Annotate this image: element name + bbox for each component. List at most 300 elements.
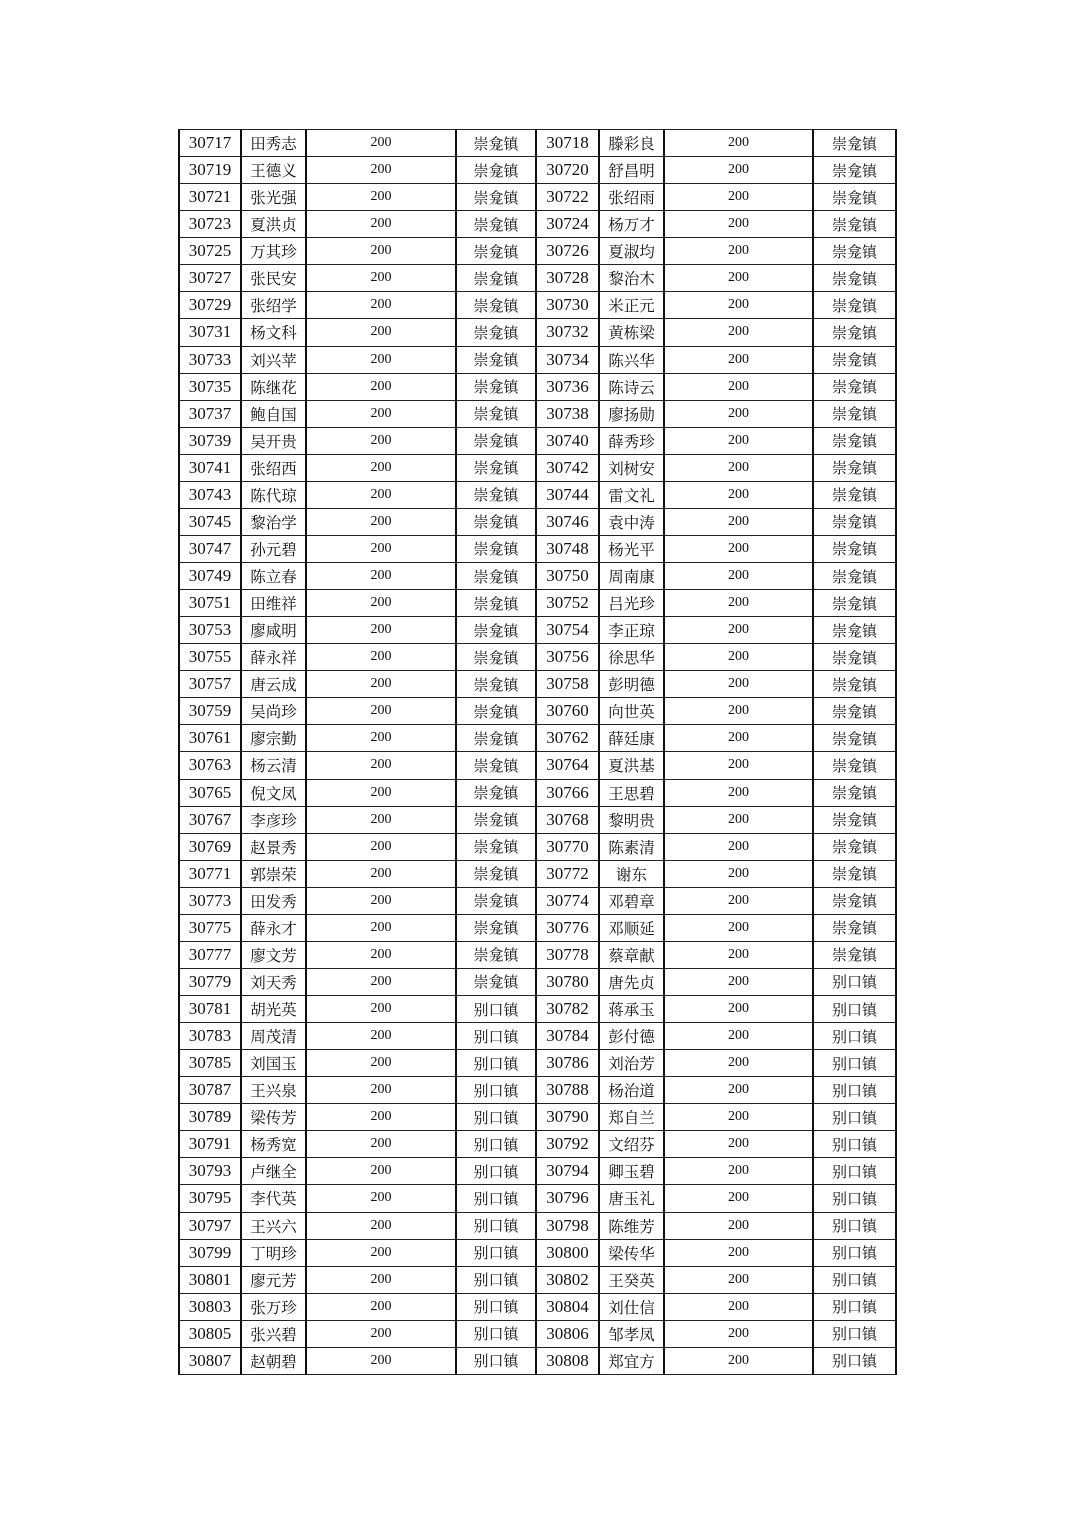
person-name-cell: 李正琼	[599, 617, 664, 644]
town-cell: 崇龛镇	[813, 779, 896, 806]
record-number-cell: 30762	[536, 725, 599, 752]
person-name-cell: 徐思华	[599, 644, 664, 671]
person-name-cell: 薛秀珍	[599, 427, 664, 454]
person-name-cell: 米正元	[599, 292, 664, 319]
record-number-cell: 30779	[179, 968, 241, 995]
person-name-cell: 卢继全	[241, 1158, 306, 1185]
table-row	[179, 590, 896, 617]
table-row	[179, 265, 896, 292]
amount-cell: 200	[664, 400, 813, 427]
record-number-cell: 30789	[179, 1104, 241, 1131]
amount-cell: 200	[306, 481, 456, 508]
person-name-cell: 邹孝凤	[599, 1320, 664, 1347]
record-number-cell: 30728	[536, 265, 599, 292]
town-cell: 别口镇	[813, 1131, 896, 1158]
town-cell: 别口镇	[456, 1185, 536, 1212]
record-number-cell: 30731	[179, 319, 241, 346]
record-number-cell: 30759	[179, 698, 241, 725]
person-name-cell: 丁明珍	[241, 1239, 306, 1266]
person-name-cell: 吕光珍	[599, 590, 664, 617]
table-row	[179, 1104, 896, 1131]
town-cell: 崇龛镇	[456, 400, 536, 427]
town-cell: 崇龛镇	[813, 319, 896, 346]
town-cell: 崇龛镇	[456, 130, 536, 157]
person-name-cell: 薛廷康	[599, 725, 664, 752]
person-name-cell: 卿玉碧	[599, 1158, 664, 1185]
table-row	[179, 1131, 896, 1158]
record-number-cell: 30771	[179, 860, 241, 887]
record-number-cell: 30738	[536, 400, 599, 427]
record-number-cell: 30761	[179, 725, 241, 752]
person-name-cell: 陈兴华	[599, 346, 664, 373]
town-cell: 崇龛镇	[813, 265, 896, 292]
person-name-cell: 杨文科	[241, 319, 306, 346]
town-cell: 别口镇	[813, 1347, 896, 1374]
table-row	[179, 968, 896, 995]
town-cell: 别口镇	[456, 1158, 536, 1185]
town-cell: 崇龛镇	[456, 941, 536, 968]
person-name-cell: 邓碧章	[599, 887, 664, 914]
amount-cell: 200	[306, 535, 456, 562]
record-number-cell: 30749	[179, 563, 241, 590]
person-name-cell: 鲍自国	[241, 400, 306, 427]
record-number-cell: 30793	[179, 1158, 241, 1185]
person-name-cell: 唐玉礼	[599, 1185, 664, 1212]
town-cell: 崇龛镇	[813, 833, 896, 860]
amount-cell: 200	[306, 130, 456, 157]
record-number-cell: 30747	[179, 535, 241, 562]
record-number-cell: 30780	[536, 968, 599, 995]
person-name-cell: 蒋承玉	[599, 996, 664, 1023]
person-name-cell: 王思碧	[599, 779, 664, 806]
amount-cell: 200	[306, 1104, 456, 1131]
town-cell: 崇龛镇	[456, 887, 536, 914]
amount-cell: 200	[306, 644, 456, 671]
town-cell: 崇龛镇	[813, 806, 896, 833]
town-cell: 别口镇	[813, 1185, 896, 1212]
amount-cell: 200	[664, 563, 813, 590]
person-name-cell: 黄栋梁	[599, 319, 664, 346]
table-row	[179, 563, 896, 590]
amount-cell: 200	[306, 941, 456, 968]
record-number-cell: 30742	[536, 454, 599, 481]
person-name-cell: 彭明德	[599, 671, 664, 698]
town-cell: 别口镇	[456, 1023, 536, 1050]
town-cell: 崇龛镇	[456, 535, 536, 562]
amount-cell: 200	[664, 1104, 813, 1131]
person-name-cell: 滕彩良	[599, 130, 664, 157]
town-cell: 崇龛镇	[456, 481, 536, 508]
record-number-cell: 30773	[179, 887, 241, 914]
person-name-cell: 孙元碧	[241, 535, 306, 562]
record-number-cell: 30775	[179, 914, 241, 941]
table-body	[179, 130, 896, 1375]
amount-cell: 200	[664, 454, 813, 481]
record-number-cell: 30788	[536, 1077, 599, 1104]
person-name-cell: 吴开贵	[241, 427, 306, 454]
town-cell: 别口镇	[456, 1077, 536, 1104]
person-name-cell: 刘树安	[599, 454, 664, 481]
town-cell: 别口镇	[813, 996, 896, 1023]
table-row	[179, 617, 896, 644]
town-cell: 别口镇	[813, 1104, 896, 1131]
amount-cell: 200	[664, 779, 813, 806]
table-row	[179, 292, 896, 319]
town-cell: 别口镇	[456, 1293, 536, 1320]
table-row	[179, 752, 896, 779]
amount-cell: 200	[306, 1077, 456, 1104]
record-number-cell: 30785	[179, 1050, 241, 1077]
record-number-cell: 30739	[179, 427, 241, 454]
amount-cell: 200	[664, 265, 813, 292]
town-cell: 崇龛镇	[456, 644, 536, 671]
record-number-cell: 30805	[179, 1320, 241, 1347]
amount-cell: 200	[306, 1293, 456, 1320]
record-number-cell: 30748	[536, 535, 599, 562]
town-cell: 崇龛镇	[813, 481, 896, 508]
town-cell: 崇龛镇	[456, 968, 536, 995]
amount-cell: 200	[306, 508, 456, 535]
person-name-cell: 李彦珍	[241, 806, 306, 833]
amount-cell: 200	[664, 184, 813, 211]
amount-cell: 200	[306, 1131, 456, 1158]
record-number-cell: 30726	[536, 238, 599, 265]
amount-cell: 200	[306, 617, 456, 644]
record-number-cell: 30795	[179, 1185, 241, 1212]
record-number-cell: 30730	[536, 292, 599, 319]
town-cell: 崇龛镇	[813, 508, 896, 535]
town-cell: 崇龛镇	[456, 373, 536, 400]
amount-cell: 200	[306, 914, 456, 941]
person-name-cell: 杨秀宽	[241, 1131, 306, 1158]
record-number-cell: 30732	[536, 319, 599, 346]
person-name-cell: 吴尚珍	[241, 698, 306, 725]
record-number-cell: 30745	[179, 508, 241, 535]
person-name-cell: 田秀志	[241, 130, 306, 157]
record-number-cell: 30723	[179, 211, 241, 238]
town-cell: 崇龛镇	[456, 427, 536, 454]
person-name-cell: 舒昌明	[599, 157, 664, 184]
town-cell: 崇龛镇	[456, 833, 536, 860]
record-number-cell: 30802	[536, 1266, 599, 1293]
town-cell: 别口镇	[456, 1347, 536, 1374]
record-number-cell: 30756	[536, 644, 599, 671]
record-number-cell: 30781	[179, 996, 241, 1023]
record-number-cell: 30791	[179, 1131, 241, 1158]
record-number-cell: 30777	[179, 941, 241, 968]
amount-cell: 200	[306, 1320, 456, 1347]
table-row	[179, 1239, 896, 1266]
town-cell: 崇龛镇	[456, 698, 536, 725]
person-name-cell: 万其珍	[241, 238, 306, 265]
record-number-cell: 30725	[179, 238, 241, 265]
record-number-cell: 30797	[179, 1212, 241, 1239]
person-name-cell: 田发秀	[241, 887, 306, 914]
town-cell: 崇龛镇	[813, 184, 896, 211]
amount-cell: 200	[664, 752, 813, 779]
person-name-cell: 梁传华	[599, 1239, 664, 1266]
person-name-cell: 张民安	[241, 265, 306, 292]
town-cell: 崇龛镇	[813, 211, 896, 238]
record-number-cell: 30741	[179, 454, 241, 481]
town-cell: 崇龛镇	[813, 563, 896, 590]
amount-cell: 200	[306, 211, 456, 238]
record-number-cell: 30803	[179, 1293, 241, 1320]
amount-cell: 200	[664, 1158, 813, 1185]
town-cell: 别口镇	[813, 1239, 896, 1266]
town-cell: 崇龛镇	[813, 427, 896, 454]
person-name-cell: 薛永祥	[241, 644, 306, 671]
record-number-cell: 30751	[179, 590, 241, 617]
amount-cell: 200	[306, 725, 456, 752]
person-name-cell: 杨云清	[241, 752, 306, 779]
town-cell: 崇龛镇	[813, 157, 896, 184]
record-number-cell: 30786	[536, 1050, 599, 1077]
amount-cell: 200	[664, 887, 813, 914]
town-cell: 崇龛镇	[456, 617, 536, 644]
amount-cell: 200	[664, 427, 813, 454]
amount-cell: 200	[306, 427, 456, 454]
amount-cell: 200	[664, 833, 813, 860]
table-row	[179, 319, 896, 346]
person-name-cell: 张万珍	[241, 1293, 306, 1320]
person-name-cell: 刘兴苹	[241, 346, 306, 373]
town-cell: 崇龛镇	[456, 346, 536, 373]
town-cell: 崇龛镇	[813, 535, 896, 562]
person-name-cell: 王德义	[241, 157, 306, 184]
record-number-cell: 30799	[179, 1239, 241, 1266]
record-number-cell: 30737	[179, 400, 241, 427]
town-cell: 崇龛镇	[456, 725, 536, 752]
amount-cell: 200	[664, 157, 813, 184]
person-name-cell: 廖宗勤	[241, 725, 306, 752]
town-cell: 别口镇	[813, 1212, 896, 1239]
town-cell: 崇龛镇	[456, 806, 536, 833]
amount-cell: 200	[664, 319, 813, 346]
person-name-cell: 陈诗云	[599, 373, 664, 400]
table-row	[179, 454, 896, 481]
table-row	[179, 671, 896, 698]
person-name-cell: 谢东	[599, 860, 664, 887]
person-name-cell: 郑自兰	[599, 1104, 664, 1131]
person-name-cell: 廖咸明	[241, 617, 306, 644]
person-name-cell: 唐先贞	[599, 968, 664, 995]
record-number-cell: 30752	[536, 590, 599, 617]
table-row	[179, 1050, 896, 1077]
town-cell: 崇龛镇	[813, 887, 896, 914]
town-cell: 崇龛镇	[456, 590, 536, 617]
amount-cell: 200	[664, 1077, 813, 1104]
record-number-cell: 30776	[536, 914, 599, 941]
person-name-cell: 赵景秀	[241, 833, 306, 860]
amount-cell: 200	[306, 698, 456, 725]
amount-cell: 200	[664, 1131, 813, 1158]
table-row	[179, 1077, 896, 1104]
town-cell: 别口镇	[456, 1104, 536, 1131]
town-cell: 崇龛镇	[813, 698, 896, 725]
table-row	[179, 1158, 896, 1185]
town-cell: 别口镇	[813, 1320, 896, 1347]
table-row	[179, 481, 896, 508]
amount-cell: 200	[306, 671, 456, 698]
town-cell: 崇龛镇	[813, 860, 896, 887]
person-name-cell: 陈立春	[241, 563, 306, 590]
table-row	[179, 184, 896, 211]
record-number-cell: 30717	[179, 130, 241, 157]
town-cell: 崇龛镇	[813, 373, 896, 400]
person-name-cell: 王兴六	[241, 1212, 306, 1239]
record-number-cell: 30727	[179, 265, 241, 292]
amount-cell: 200	[306, 887, 456, 914]
amount-cell: 200	[306, 292, 456, 319]
amount-cell: 200	[664, 644, 813, 671]
town-cell: 崇龛镇	[813, 590, 896, 617]
record-number-cell: 30801	[179, 1266, 241, 1293]
person-name-cell: 陈代琼	[241, 481, 306, 508]
person-name-cell: 夏淑均	[599, 238, 664, 265]
amount-cell: 200	[306, 346, 456, 373]
person-name-cell: 张光强	[241, 184, 306, 211]
person-name-cell: 周南康	[599, 563, 664, 590]
person-name-cell: 张兴碧	[241, 1320, 306, 1347]
table-row	[179, 806, 896, 833]
amount-cell: 200	[306, 373, 456, 400]
person-name-cell: 蔡章献	[599, 941, 664, 968]
amount-cell: 200	[664, 1050, 813, 1077]
amount-cell: 200	[306, 860, 456, 887]
person-name-cell: 廖元芳	[241, 1266, 306, 1293]
record-number-cell: 30792	[536, 1131, 599, 1158]
person-name-cell: 赵朝碧	[241, 1347, 306, 1374]
amount-cell: 200	[664, 617, 813, 644]
record-number-cell: 30783	[179, 1023, 241, 1050]
town-cell: 崇龛镇	[813, 617, 896, 644]
person-name-cell: 周茂清	[241, 1023, 306, 1050]
amount-cell: 200	[306, 400, 456, 427]
amount-cell: 200	[664, 211, 813, 238]
person-name-cell: 杨万才	[599, 211, 664, 238]
table-row	[179, 508, 896, 535]
table-row	[179, 400, 896, 427]
person-name-cell: 胡光英	[241, 996, 306, 1023]
amount-cell: 200	[306, 265, 456, 292]
town-cell: 崇龛镇	[813, 671, 896, 698]
table-row	[179, 1320, 896, 1347]
record-number-cell: 30722	[536, 184, 599, 211]
record-number-cell: 30744	[536, 481, 599, 508]
amount-cell: 200	[306, 454, 456, 481]
record-number-cell: 30794	[536, 1158, 599, 1185]
table-row	[179, 157, 896, 184]
town-cell: 崇龛镇	[813, 400, 896, 427]
person-name-cell: 雷文礼	[599, 481, 664, 508]
record-number-cell: 30720	[536, 157, 599, 184]
amount-cell: 200	[664, 481, 813, 508]
table-row	[179, 427, 896, 454]
record-number-cell: 30770	[536, 833, 599, 860]
amount-cell: 200	[664, 860, 813, 887]
town-cell: 崇龛镇	[456, 292, 536, 319]
person-name-cell: 邓顺延	[599, 914, 664, 941]
town-cell: 崇龛镇	[813, 454, 896, 481]
person-name-cell: 刘国玉	[241, 1050, 306, 1077]
amount-cell: 200	[664, 346, 813, 373]
record-number-cell: 30764	[536, 752, 599, 779]
person-name-cell: 郭崇荣	[241, 860, 306, 887]
record-number-cell: 30743	[179, 481, 241, 508]
person-name-cell: 陈继花	[241, 373, 306, 400]
person-name-cell: 杨治道	[599, 1077, 664, 1104]
record-number-cell: 30778	[536, 941, 599, 968]
amount-cell: 200	[664, 130, 813, 157]
record-number-cell: 30806	[536, 1320, 599, 1347]
person-name-cell: 向世英	[599, 698, 664, 725]
record-number-cell: 30807	[179, 1347, 241, 1374]
record-number-cell: 30768	[536, 806, 599, 833]
table-row	[179, 238, 896, 265]
amount-cell: 200	[664, 373, 813, 400]
person-name-cell: 杨光平	[599, 535, 664, 562]
record-number-cell: 30735	[179, 373, 241, 400]
person-name-cell: 陈素清	[599, 833, 664, 860]
record-number-cell: 30721	[179, 184, 241, 211]
table-row	[179, 1347, 896, 1374]
person-name-cell: 夏洪贞	[241, 211, 306, 238]
amount-cell: 200	[664, 1212, 813, 1239]
amount-cell: 200	[664, 508, 813, 535]
town-cell: 崇龛镇	[813, 346, 896, 373]
amount-cell: 200	[306, 779, 456, 806]
person-name-cell: 黎治学	[241, 508, 306, 535]
person-name-cell: 廖文芳	[241, 941, 306, 968]
table-row	[179, 996, 896, 1023]
record-number-cell: 30755	[179, 644, 241, 671]
town-cell: 别口镇	[813, 1158, 896, 1185]
table-row	[179, 1212, 896, 1239]
town-cell: 别口镇	[456, 1239, 536, 1266]
amount-cell: 200	[306, 238, 456, 265]
amount-cell: 200	[306, 1239, 456, 1266]
amount-cell: 200	[664, 914, 813, 941]
person-name-cell: 王癸英	[599, 1266, 664, 1293]
town-cell: 崇龛镇	[456, 860, 536, 887]
table-row	[179, 1185, 896, 1212]
town-cell: 崇龛镇	[456, 184, 536, 211]
record-number-cell: 30763	[179, 752, 241, 779]
town-cell: 崇龛镇	[456, 752, 536, 779]
person-name-cell: 郑宜方	[599, 1347, 664, 1374]
town-cell: 崇龛镇	[813, 725, 896, 752]
amount-cell: 200	[306, 1185, 456, 1212]
town-cell: 崇龛镇	[813, 752, 896, 779]
table-row	[179, 644, 896, 671]
record-number-cell: 30740	[536, 427, 599, 454]
person-name-cell: 文绍芬	[599, 1131, 664, 1158]
record-number-cell: 30767	[179, 806, 241, 833]
amount-cell: 200	[306, 184, 456, 211]
town-cell: 崇龛镇	[813, 941, 896, 968]
record-number-cell: 30750	[536, 563, 599, 590]
town-cell: 崇龛镇	[813, 292, 896, 319]
town-cell: 崇龛镇	[456, 238, 536, 265]
table-row	[179, 941, 896, 968]
amount-cell: 200	[664, 535, 813, 562]
table-row	[179, 211, 896, 238]
town-cell: 崇龛镇	[813, 238, 896, 265]
town-cell: 崇龛镇	[456, 211, 536, 238]
amount-cell: 200	[664, 1185, 813, 1212]
town-cell: 别口镇	[813, 968, 896, 995]
